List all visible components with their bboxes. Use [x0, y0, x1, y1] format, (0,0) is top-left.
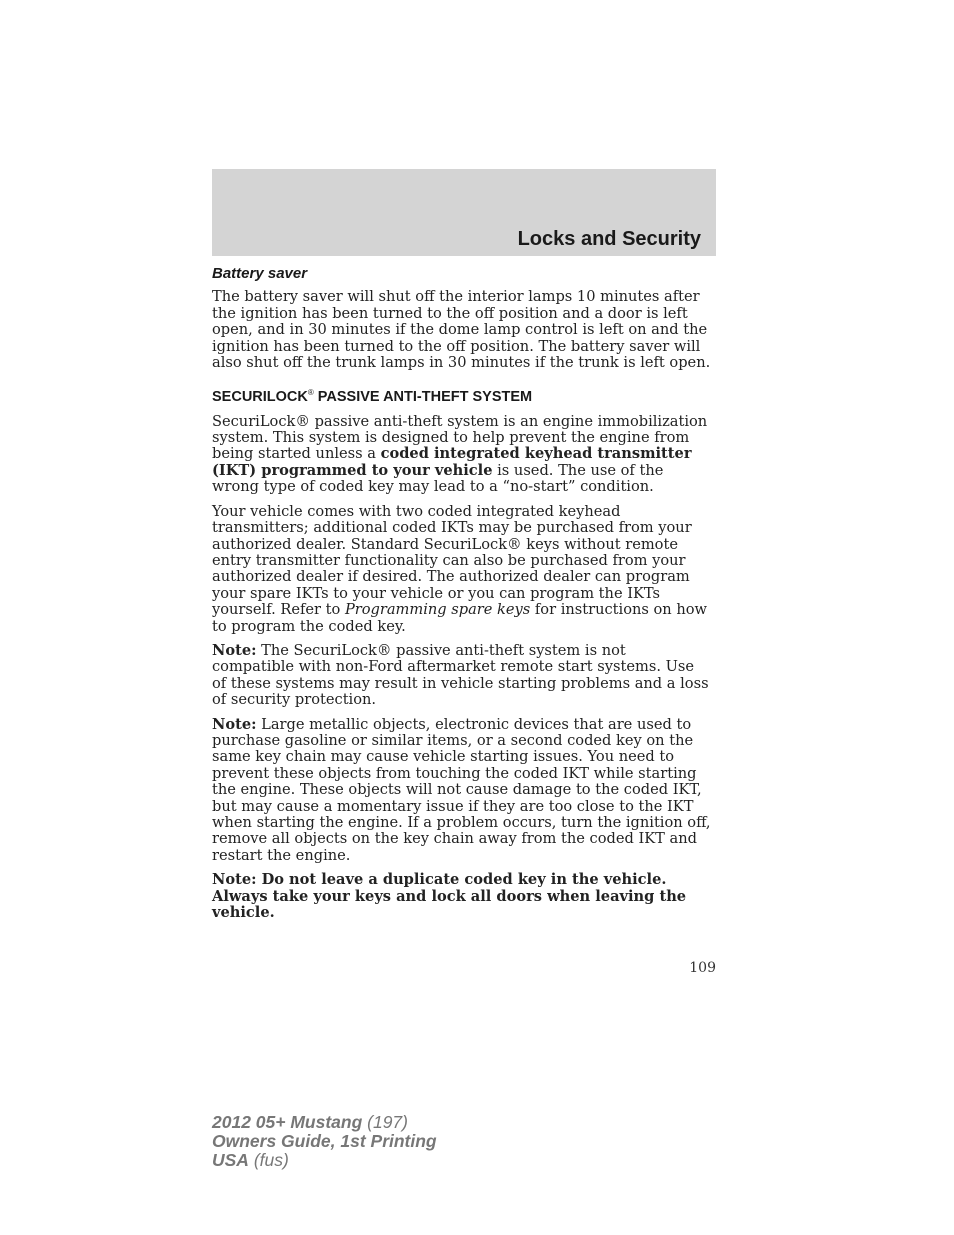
- note-duplicate-key: Note: Do not leave a duplicate coded key in the vehicle. Always take your keys and lock all doors when leaving the vehicle.: [212, 871, 687, 922]
- battery-saver-paragraph: The battery saver will shut off the interior lamps 10 minutes after the ignition has been turned to the off position and a door is left open, and in 30 minutes if the dome lamp control is left on and the ignition has been turned to the off position. The battery saver will also shut off the trunk lamps in 30 minutes if the trunk is left open.: [212, 288, 711, 372]
- cross-reference: Programming spare keys: [344, 601, 531, 619]
- footer-line-guide: Owners Guide, 1st Printing: [212, 1131, 437, 1151]
- note-metallic-objects: Note: Large metallic objects, electronic devices that are used to purchase gasoline or similar items, or a second coded key on the same key chain may cause vehicle starting issues. You need to prevent these objects from touching the coded IKT while starting the engine. These objects will not cause damage to the coded IKT, but may cause a momentary issue if they are too close to the IKT when starting the engine. If a problem occurs, turn the ignition off, remove all objects on the key chain away from the coded IKT and restart the engine.: [212, 715, 711, 864]
- section-header-band: [212, 169, 716, 256]
- note-remote-start: Note: The SecuriLock® passive anti-theft system is not compatible with non-Ford aftermarket remote start systems. Use of these systems may result in vehicle starting problems and a loss of security protection.: [212, 641, 709, 709]
- battery-saver-heading: Battery saver: [212, 265, 308, 282]
- footer-line-model: 2012 05+ Mustang (197): [212, 1112, 408, 1132]
- page-content: [212, 266, 712, 929]
- securilock-keys-paragraph: Your vehicle comes with two coded integrated keyhead transmitters; additional coded IKTs may be purchased from your authorized dealer. Standard SecuriLock® keys without remote entry transmitter functionality can also be purchased from your authorized dealer if desired. The authorized dealer can program your spare IKTs to your vehicle or you can program the IKTs yourself. Refer to Programming spare keys for instructions on how to program the coded key.: [212, 502, 708, 635]
- document-footer: [212, 1113, 437, 1170]
- registered-mark: ®: [307, 388, 314, 398]
- section-title: Locks and Security: [517, 228, 701, 250]
- footer-line-market: USA (fus): [212, 1150, 289, 1170]
- page-number: 109: [689, 960, 716, 976]
- securilock-heading: SECURILOCK® PASSIVE ANTI-THEFT SYSTEM: [212, 388, 533, 406]
- securilock-intro-paragraph: SecuriLock® passive anti-theft system is an engine immobilization system. This system is designed to help prevent the engine from being started unless a coded integrated keyhead transmitter (IKT) programmed to your vehicle is used. The use of the wrong type of coded key may lead to a “no-start” condition.: [212, 412, 708, 496]
